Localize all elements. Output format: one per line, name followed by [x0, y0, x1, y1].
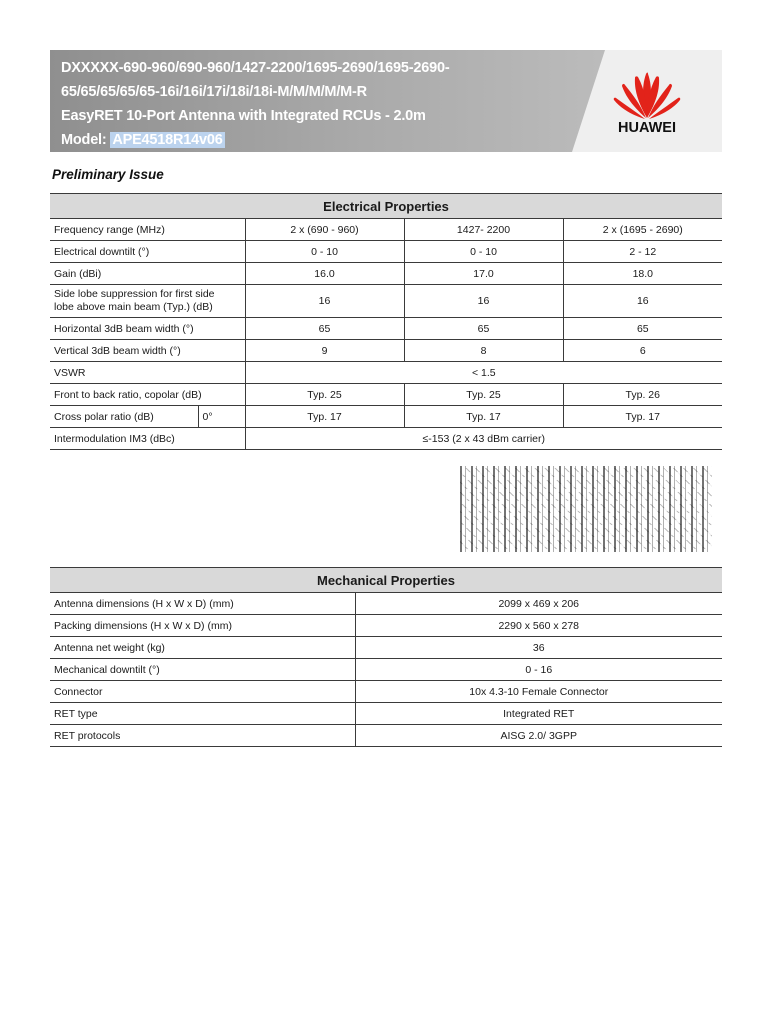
brand-name: HUAWEI	[618, 120, 676, 136]
cell-value: Typ. 26	[563, 384, 722, 406]
preliminary-issue-label: Preliminary Issue	[52, 167, 164, 182]
cell-value: Typ. 17	[245, 406, 404, 428]
cell-value: 16	[404, 285, 563, 318]
model-label: Model:	[61, 132, 111, 148]
row-label: RET type	[50, 703, 355, 725]
cell-value: 16	[245, 285, 404, 318]
cell-value: 2290 x 560 x 278	[355, 615, 722, 637]
cell-value: AISG 2.0/ 3GPP	[355, 725, 722, 747]
title-banner	[50, 50, 722, 152]
table-row	[50, 593, 722, 615]
electrical-properties-table	[50, 193, 722, 450]
row-label: Antenna net weight (kg)	[50, 637, 355, 659]
row-label: Gain (dBi)	[50, 263, 245, 285]
scan-noise-block	[460, 466, 712, 552]
table-row	[50, 263, 722, 285]
table-row	[50, 615, 722, 637]
table-row	[50, 681, 722, 703]
model-line	[61, 128, 531, 152]
row-label: Connector	[50, 681, 355, 703]
table-row	[50, 219, 722, 241]
table-row	[50, 428, 722, 450]
row-label: Front to back ratio, copolar (dB)	[50, 384, 245, 406]
cell-value: 0 - 10	[245, 241, 404, 263]
table-row	[50, 384, 722, 406]
row-label: RET protocols	[50, 725, 355, 747]
row-sublabel: 0°	[198, 406, 245, 428]
cell-value: 10x 4.3-10 Female Connector	[355, 681, 722, 703]
huawei-logo	[610, 64, 684, 142]
mechanical-properties-heading: Mechanical Properties	[50, 568, 722, 593]
row-label	[50, 285, 245, 318]
electrical-properties-heading: Electrical Properties	[50, 194, 722, 219]
table-row	[50, 285, 722, 318]
table-row	[50, 637, 722, 659]
table-row	[50, 340, 722, 362]
huawei-petals-icon	[610, 64, 684, 120]
row-label: Mechanical downtilt (°)	[50, 659, 355, 681]
cell-value: ≤-153 (2 x 43 dBm carrier)	[245, 428, 722, 450]
table-row	[50, 241, 722, 263]
cell-value: Typ. 25	[245, 384, 404, 406]
title-line-2: 65/65/65/65/65-16i/16i/17i/18i/18i-M/M/M/M/M-R	[61, 84, 367, 100]
table-row	[50, 703, 722, 725]
cell-value: < 1.5	[245, 362, 722, 384]
row-label: Packing dimensions (H x W x D) (mm)	[50, 615, 355, 637]
cell-value: 18.0	[563, 263, 722, 285]
cell-value: 1427- 2200	[404, 219, 563, 241]
cell-value: Integrated RET	[355, 703, 722, 725]
mechanical-properties-table	[50, 567, 722, 747]
cell-value: 17.0	[404, 263, 563, 285]
table-row	[50, 725, 722, 747]
row-label: VSWR	[50, 362, 245, 384]
row-label-line: lobe above main beam (Typ.) (dB)	[54, 301, 213, 313]
cell-value: 2 - 12	[563, 241, 722, 263]
row-label: Antenna dimensions (H x W x D) (mm)	[50, 593, 355, 615]
cell-value: 65	[404, 318, 563, 340]
cell-value: Typ. 17	[563, 406, 722, 428]
cell-value: 8	[404, 340, 563, 362]
cell-value: 2099 x 469 x 206	[355, 593, 722, 615]
cell-value: 2 x (1695 - 2690)	[563, 219, 722, 241]
cell-value: 0 - 16	[355, 659, 722, 681]
row-label: Electrical downtilt (°)	[50, 241, 245, 263]
cell-value: 65	[245, 318, 404, 340]
title-line-3: EasyRET 10-Port Antenna with Integrated RCUs - 2.0m	[61, 108, 426, 124]
cell-value: 9	[245, 340, 404, 362]
row-label: Cross polar ratio (dB)	[50, 406, 198, 428]
row-label: Intermodulation IM3 (dBc)	[50, 428, 245, 450]
cell-value: 36	[355, 637, 722, 659]
row-label-line: Side lobe suppression for first side	[54, 288, 215, 300]
cell-value: 6	[563, 340, 722, 362]
cell-value: Typ. 17	[404, 406, 563, 428]
table-row	[50, 362, 722, 384]
cell-value: 16.0	[245, 263, 404, 285]
row-label: Horizontal 3dB beam width (°)	[50, 318, 245, 340]
row-label: Frequency range (MHz)	[50, 219, 245, 241]
cell-value: 2 x (690 - 960)	[245, 219, 404, 241]
model-value: APE4518R14v06	[112, 132, 223, 148]
row-label: Vertical 3dB beam width (°)	[50, 340, 245, 362]
table-row	[50, 406, 722, 428]
product-title	[61, 56, 531, 152]
cell-value: 65	[563, 318, 722, 340]
cell-value: 0 - 10	[404, 241, 563, 263]
table-row	[50, 318, 722, 340]
cell-value: 16	[563, 285, 722, 318]
cell-value: Typ. 25	[404, 384, 563, 406]
title-line-1: DXXXXX-690-960/690-960/1427-2200/1695-2690/1695-2690-	[61, 60, 450, 76]
table-row	[50, 659, 722, 681]
